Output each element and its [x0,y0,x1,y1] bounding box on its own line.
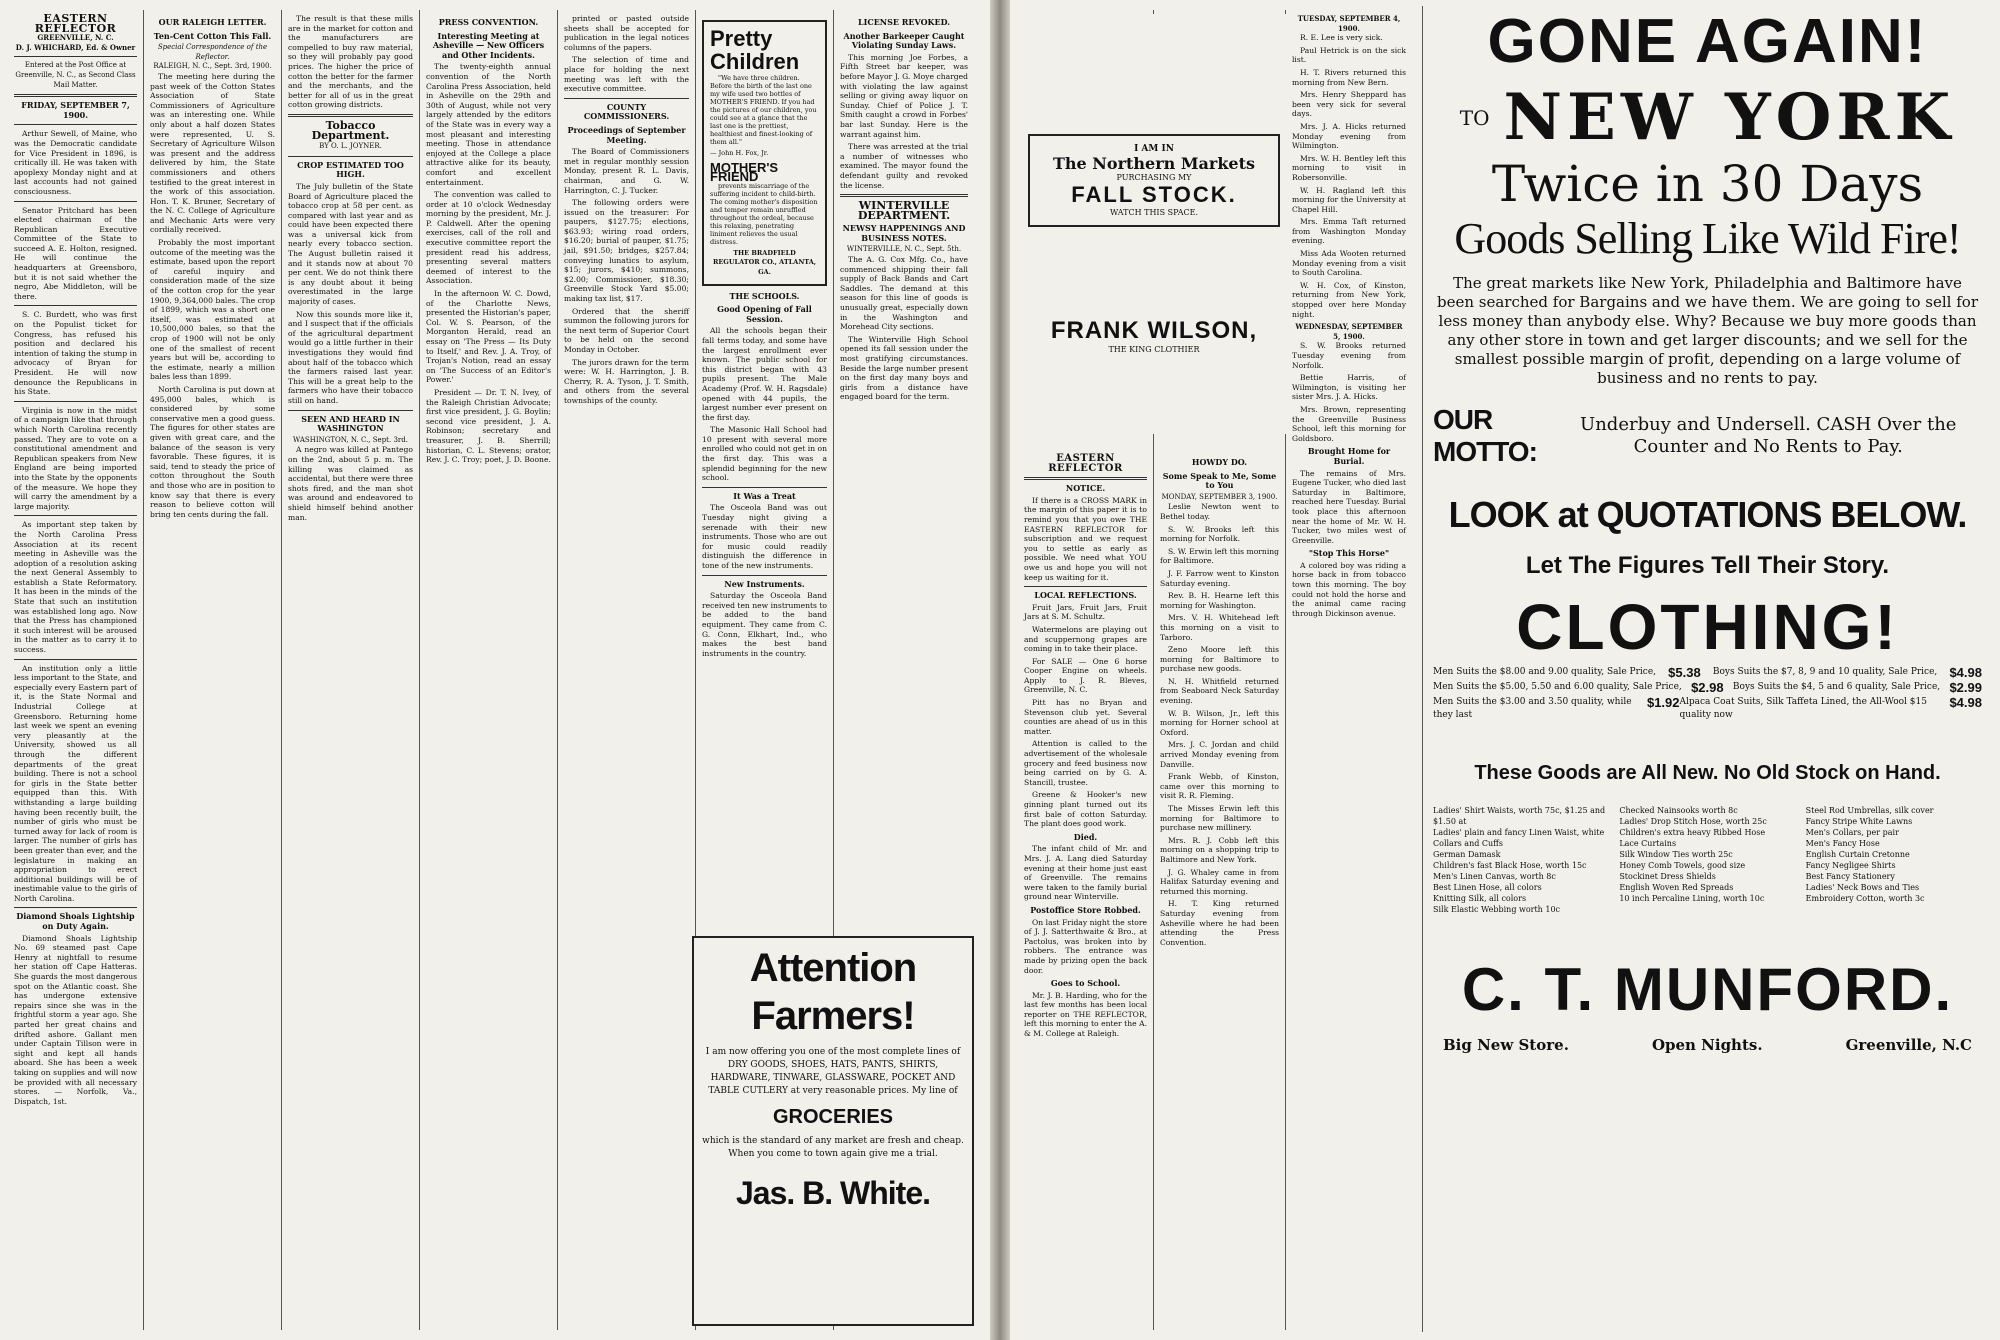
goods-item: Ladies' Drop Stitch Hose, worth 25c [1619,817,1767,826]
ad-signature: FRANK WILSON, [1050,317,1258,344]
goods-item: Ladies' Shirt Waists, worth 75c, $1.25 and $1.50 at [1433,806,1606,826]
article-text: Watermelons are playing out and scuppernong grapes are coming in to take their place. [1024,624,1147,654]
ad-tagline: Goods Selling Like Wild Fire! [1454,214,1961,263]
article-heading: THE SCHOOLS. [729,290,800,301]
article-heading: Tobacco Department. [311,118,390,142]
article-text: In the afternoon W. C. Dowd, of the Charlotte News, presented the Historian's paper, Col. W. S. Pearson, of the Morganton Herald, read an essay on 'The Press — Its Duty to Itself,' and Rev. J. A. Troy, of Trojan's Notion, read an essay on 'The Success of an Editor's Power.' [426,289,551,385]
article-text: On last Friday night the store of J. J. Satterthwaite & Bro., at Pactolus, was broken into by robbers. The entrance was made by prizing open the back door. [1024,917,1147,975]
goods-item: Embroidery Cotton, worth 3c [1805,894,1925,903]
article-heading: Diamond Shoals Lightship on Duty Again. [16,911,135,932]
article-subheading: Ten-Cent Cotton This Fall. [153,30,272,41]
article-text: Mrs. R. J. Cobb left this morning on a shopping trip to Baltimore and New York. [1160,835,1279,864]
article-text: S. W. Erwin left this morning for Baltimore. [1160,546,1279,566]
article-text: The Masonic Hall School had 10 present with several more enrolled who could not get in on the first day. This was a splendid beginning for the new school. [702,425,827,483]
ad-text: PURCHASING MY [1116,173,1192,182]
article-text: Arthur Sewell, of Maine, who was the Democratic candidate for Vice President in 1896, is critically ill. He was taken with apoplexy Monday night and at last accounts had not gained consciousness. [14,129,137,196]
article-dateline: RALEIGH, N. C., Sept. 3rd, 1900. [153,62,272,71]
ad-text: prevents miscarriage of the suffering incident to child-birth. The coming mother's disposition and temper remain unruffled throughout the ordeal, because this relaxing, penetrating liniment relieves the usual distress. [710,181,818,246]
article-text: A colored boy was riding a horse back in from tobacco town this morning. The boy could not hold the horse and the animal came racing through Dickinson avenue. [1292,560,1406,618]
price-row [1433,696,1982,722]
article-dateline: WINTERVILLE, N. C., Sept. 5th. [846,245,962,254]
article-heading: COUNTY COMMISSIONERS. [583,101,670,122]
ad-signature: — John H. Fox, Jr. [710,149,769,157]
left-column-2 [144,10,282,1330]
article-subheading: Another Barkeeper Caught Violating Sunday Laws. [843,30,965,51]
left-column-1 [8,10,144,1330]
right-column-3 [1286,10,1412,1330]
goods-item: Children's extra heavy Ribbed Hose [1619,828,1766,837]
article-dateline: WASHINGTON, N. C., Sept. 3rd. [293,435,408,444]
article-text: Mrs. Emma Taft returned from Washington Monday evening. [1292,217,1406,246]
article-text: Rev. B. H. Hearne left this morning for Washington. [1160,591,1279,610]
munford-ad [1422,6,1992,1332]
article-text: All the schools began their fall terms today, and some have the largest enrollment ever known. The public school for this district began with 43 pupils present. The Male Academy (Prof. W. H. Ragsdale) opened with 44 pupils, the largest number ever present on the first day. [702,326,827,422]
goods-item: Checked Nainsooks worth 8c [1619,806,1738,815]
notice-heading: NOTICE. [1065,483,1106,494]
ad-brand: MOTHER'S FRIEND [710,159,779,185]
goods-item: Men's Collars, per pair [1805,828,1899,837]
article-heading: HOWDY DO. [1191,457,1248,467]
motto-label: OUR MOTTO: [1433,404,1537,467]
article-byline: Special Correspondence of the Reflector. [157,43,268,61]
article-text: Mr. J. B. Harding, who for the last few months has been local reporter on THE REFLECTOR, left this morning to enter the A. & M. College at Raleigh. [1024,990,1147,1039]
masthead-place: GREENVILLE, N. C. [37,33,114,43]
article-heading: New Instruments. [724,578,805,589]
article-dateline: MONDAY, SEPTEMBER 3, 1900. [1161,492,1278,501]
goods-item: Fancy Stripe White Lawns [1805,817,1913,826]
article-heading: Died. [1073,831,1098,842]
article-text: Miss Ada Wooten returned Monday evening from a visit to South Carolina. [1292,249,1406,278]
article-heading: It Was a Treat [733,490,796,501]
article-text: Frank Webb, of Kinston, came over this morning to visit R. R. Fleming. [1160,772,1279,801]
masthead-title: EASTERN REFLECTOR [34,12,117,35]
ad-headline: Attention Farmers! [749,946,917,1038]
price-value: $5.38 [1668,665,1701,680]
article-text: W. B. Wilson, Jr., left this morning for Horner school at Oxford. [1160,708,1279,737]
article-text: Mrs. Brown, representing the Greenville Business School, left this morning for Goldsboro. [1292,404,1406,443]
article-text: The twenty-eighth annual convention of the North Carolina Press Association, held in Asheville on the 29th and 30th of August, while not very largely attended by the editors of the State was in every way a most pleasant and interesting meeting. Those in attendance enjoyed at the College a place attractive alike for its beauty, comfort and excellent entertainment. [426,62,551,187]
price-list [1433,666,1982,722]
ad-destination: NEW YORK [1503,80,1956,155]
frank-wilson-ad [1018,14,1290,434]
ad-headline: FALL STOCK. [1071,182,1237,207]
article-heading: LOCAL REFLECTIONS. [1034,590,1137,601]
goods-item: Silk Window Ties worth 25c [1619,850,1733,859]
ad-text: which is the standard of any market are fresh and cheap. When you come to town again give me a trial. [702,1136,964,1159]
ad-headline: GONE AGAIN! [1487,7,1928,76]
article-text: There was arrested at the trial a number of witnesses who examined. The mayor found the defendant guilty and revoked the license. [840,142,968,190]
goods-item: German Damask [1433,850,1501,859]
goods-item: English Woven Red Spreads [1619,883,1734,892]
article-text: W. H. Ragland left this morning for the University at Chapel Hill. [1292,185,1406,214]
goods-item: Ladies' Neck Bows and Ties [1805,883,1920,892]
article-text: Mrs. W. H. Bentley left this morning to visit in Robersonville. [1292,153,1406,182]
article-heading: OUR RALEIGH LETTER. [158,17,267,27]
article-text: Bettie Harris, of Wilmington, is visiting her sister Mrs. J. A. Hicks. [1292,373,1406,402]
ad-headline: The Northern Markets [1052,154,1256,173]
article-text: The meeting here during the past week of the Cotton States Association of State Commissioners of Agriculture was an interesting one. While only about a half dozen States were represented, U. S. Secretary of Agriculture Wilson was present and the address delivered by him, the State commissioners and others testified to the great interest in the work of this association. Hon. T. K. Bruner, Secretary of the N. C. College of Agriculture and Mechanic Arts were very cordially received. [150,71,275,235]
article-heading: "Stop This Horse" [1308,548,1390,559]
goods-item: Best Linen Hose, all colors [1433,883,1542,892]
article-heading: WINTERVILLE DEPARTMENT. [857,199,951,222]
article-dateline: WEDNESDAY, SEPTEMBER 5, 1900. [1295,322,1403,341]
page-gutter [990,0,1010,1340]
ad-signature: C. T. MUNFORD. [1461,956,1954,1023]
article-text: Mrs. J. A. Hicks returned Monday evening from Wilmington. [1292,121,1406,151]
goods-item: Men's Linen Canvas, worth 8c [1433,872,1556,881]
article-text: Ordered that the sheriff summon the following jurors for the next term of Superior Court to be held on the second Monday in October. [564,306,689,354]
ad-new-goods: These Goods are All New. No Old Stock on Hand. [1474,762,1941,784]
article-text: Greene & Hooker's new ginning plant turned out its first bale of cotton Saturday. The plant does good work. [1024,790,1147,829]
article-text: R. E. Lee is very sick. [1300,33,1383,43]
article-text: S. C. Burdett, who was first on the Populist ticket for Congress, has refused his position and declared his intention of taking the stump in advocacy of Bryan for President. He will now denounce the Republicans in his State. [14,310,137,397]
price-item: Men Suits the $8.00 and 9.00 quality, Sale Price, [1433,667,1657,677]
article-text: North Carolina is put down at 495,000 bales, which is considered by some conservative men a good guess. The figures for other states are given with great care, and the balance of the season is very favorable. These figures, it is said, tend to steady the price of cotton throughout the South and those who are in position to know say that there is every reason to believe cotton will bring ten cents during the fall. [150,384,275,519]
goods-item: Stockinet Dress Shields [1619,872,1716,881]
article-text: Saturday the Osceola Band received ten new instruments to be added to the band equipment. They came from C. G. Conn, Elkhart, Ind., who makes the best band instruments in the country. [702,591,827,658]
goods-item: English Curtain Cretonne [1805,850,1910,859]
article-text: Mrs. Henry Sheppard has been very sick for several days. [1292,90,1406,119]
footer-hours: Open Nights. [1651,1036,1763,1054]
ad-quotations: LOOK at QUOTATIONS BELOW. [1448,494,1967,535]
left-page [0,0,990,1340]
footer-location: Greenville, N.C [1845,1036,1972,1054]
price-value: $2.98 [1691,680,1724,695]
article-text: For SALE — One 6 horse Cooper Engine on wheels. Apply to J. R. Bleves, Greenville, N. C. [1024,656,1147,695]
article-heading: Goes to School. [1050,978,1121,989]
article-text: Pitt has no Bryan and Stevenson club yet. Several counties are ahead of us in this matter. [1024,698,1147,736]
ad-figures: Let The Figures Tell Their Story. [1525,552,1890,579]
article-text: As important step taken by the North Carolina Press Association at its recent meeting in Asheville was the adoption of a resolution asking the next General Assembly to establish a State Reformatory. It has been in the minds of the State that such an institution was established long ago. Now that the Press has championed it such interest will be aroused in the matter as to carry it to success. [14,520,137,655]
article-subheading: NEWSY HAPPENINGS AND BUSINESS NOTES. [842,223,966,243]
article-subheading: Proceedings of September Meeting. [567,124,686,145]
article-text: Probably the most important outcome of the meeting was the estimate, based upon the report of careful inquiry and consideration made of the size of the cotton crop for the year 1900, 9,364,000 bales. The crop of 1899, which was a short one itself, was estimated at 10,500,000 bales, so that the crop of 1900 will not be only one of the smallest of recent years but will be, according to the estimate, nearly a million bales less than 1899. [150,238,275,382]
article-subheading: Good Opening of Fall Session. [717,304,812,324]
ad-signature: Jas. B. White. [735,1175,931,1211]
goods-column-1 [1433,805,1609,915]
goods-item: Steel Rod Umbrellas, silk cover [1805,806,1934,815]
article-heading: LICENSE REVOKED. [857,17,951,27]
left-column-4 [420,10,558,1330]
ad-text: The great markets like New York, Philadelphia and Baltimore have been searched for Bargains and we have them. We are going to sell for less money than anybody else. Why? Because we buy more goods than any other store in town and get larger discounts; and we sell for the smallest possible margin of profit, depending on a large volume of business and no rents to pay. [1437,274,1978,387]
article-text: An institution only a little less important to the State, and especially every Eastern part of it, is the State Normal and Industrial College at Greensboro. Returning home last week we spent an evening very pleasantly at the University, showed us all through the different departments of the great building. There is not a school for girls in the State better equipped than this. With withstanding a large building having been recently built, the number of girls who must be turned away for lack of room is larger. The number of girls has been greater than ever, and the legislature in making an appropriation to erect additional buildings will be of inestimable value to the girls of North Carolina. [14,663,137,903]
goods-list [1433,805,1982,915]
goods-item: Knitting Silk, all colors [1433,894,1527,903]
article-text: H. T. King returned Saturday evening from Asheville where he had been attending the Press Convention. [1160,899,1279,947]
article-text: The infant child of Mr. and Mrs. J. A. Lang died Saturday evening at their home just east of Greenville. The remains were taken to the family burial ground near Winterville. [1024,844,1147,902]
article-text: The convention was called to order at 10 o'clock Wednesday morning by the president, Mr. J. P. Caldwell. After the opening exercises, call of the roll and executive committee report the president read his address, presenting several matters deemed of interest to the Association. [426,190,551,286]
article-subheading: Interesting Meeting at Asheville — New Officers and Other Incidents. [432,30,545,60]
article-text: Zeno Moore left this morning for Baltimore to purchase new goods. [1160,645,1279,674]
article-text: Diamond Shoals Lightship No. 69 steamed past Cape Henry at nightfall to resume her station off Cape Hatteras. She guards the most dangerous spot on the Atlantic coast. She has undergone extensive repairs since she was in the frightful storm a year ago. She parted her great chains and drifted ashore. Gallant men under Captain Tillson were in sight and kept all hands aboard. She has been a week taking on supplies and will now be provided with all necessary stores. — Norfolk, Va., Dispatch, 1st. [14,933,137,1106]
article-heading: CROP ESTIMATED TOO HIGH. [297,159,404,180]
masthead-title: EASTERN REFLECTOR [1048,453,1123,474]
article-text: N. H. Whitfield returned from Seaboard Neck Saturday evening. [1160,676,1279,706]
price-item: Boys Suits the $7, 8, 9 and 10 quality, Sale Price, [1712,667,1938,677]
goods-column-3 [1806,805,1982,915]
ad-to: TO [1459,105,1490,130]
article-dateline: TUESDAY, SEPTEMBER 4, 1900. [1297,14,1401,33]
goods-column-2 [1619,805,1795,915]
price-row [1433,681,1982,694]
article-text: The July bulletin of the State Board of Agriculture placed the tobacco crop at 58 per cent. as compared with last year and as could have been expected there was a universal kick from nearly every tobacco section. The August bulletin raised it and it stands now at about 70 per cent. We do not think there is any doubt about it being overestimated in the large majority of cases. [288,181,413,307]
article-text: The remains of Mrs. Eugene Tucker, who died last Saturday in Baltimore, reached here Tuesday. Burial took place this afternoon near the home of Mr. W. H. Tucker, two miles west of Greenville. [1292,468,1406,545]
ad-subheadline: Twice in 30 Days [1491,155,1924,213]
article-subheading: Some Speak to Me, Some to You [1162,470,1277,491]
article-text: The result is that these mills are in the market for cotton and the manufacturers are compelled to buy raw material, so they will probably pay good prices. The higher the price of cotton the better for the farmer and the merchants, and the better for all of us in the great cotton growing districts. [288,14,413,110]
article-text: The jurors drawn for the term were: W. H. Harrington, J. B. Cherry, R. A. Tyson, J. T. Smith, and others from the several townships of the county. [564,357,689,405]
price-value: $2.99 [1949,680,1982,695]
article-text: Now this sounds more like it, and I suspect that if the officials of the agricultural department would go a little further in their investigations they would find about half of the tobacco which the farmers raised last year. This will be a great help to the farmers who have their tobacco still on hand. [288,309,413,405]
price-item: Alpaca Coat Suits, Silk Taffeta Lined, the All-Wool $15 quality now [1679,697,1927,720]
article-text: Leslie Newton went to Bethel today. [1160,502,1279,521]
article-text: J. F. Farrow went to Kinston Saturday evening. [1160,568,1279,588]
ad-text: I am now offering you one of the most complete lines of DRY GOODS, SHOES, HATS, PANTS, SHIRTS, HARDWARE, TINWARE, GLASSWARE, POCKET AND TABLE CUTLERY at very reasonable prices. My line of [705,1047,961,1096]
price-item: Men Suits the $5.00, 5.50 and 6.00 quality, Sale Price, [1433,682,1682,692]
ad-text: "We have three children. Before the birth of the last one my wife used two bottles of MOTHER'S FRIEND. If you had the pictures of our children, you could see at a glance that the last one is the prettiest, healthiest and finest-looking of them all." [710,74,817,146]
goods-item: Fancy Negligee Shirts [1805,861,1896,870]
left-column-5 [558,10,696,1330]
ad-tagline: THE KING CLOTHIER [1108,345,1200,354]
article-text: Attention is called to the advertisement of the wholesale grocery and feed business now being carried on by G. A. Stancill, trustee. [1024,739,1147,787]
ad-groceries: GROCERIES [772,1106,894,1128]
article-text: Senator Pritchard has been elected chairman of the Republican Executive Committee of the State to succeed A. E. Holton, resigned. He will continue the headquarters at Greensboro, but it is not said whether the negro, Abe Middleton, will be there. [14,205,137,301]
left-column-3 [282,10,420,1330]
right-page [1010,0,2000,1340]
price-item: Men Suits the $3.00 and 3.50 quality, while they last [1433,697,1632,720]
article-text: If there is a CROSS MARK in the margin of this paper it is to remind you that you owe THE EASTERN REFLECTOR for subscription and we request you to settle as early as possible. We need what YOU owe us and hope you will not keep us waiting for it. [1024,495,1147,582]
article-text: printed or pasted outside sheets shall be accepted for publication in the legal notices columns of the papers. [564,14,689,52]
goods-item: Children's fast Black Hose, worth 15c [1433,861,1587,870]
wilson-box [1028,134,1280,227]
goods-item: Honey Comb Towels, good size [1619,861,1746,870]
motto-text: Underbuy and Undersell. CASH Over the Counter and No Rents to Pay. [1580,414,1957,457]
masthead-entered: Entered at the Post Office at Greenville, N. C., as Second Class Mail Matter. [15,61,136,89]
ad-text: WATCH THIS SPACE. [1109,208,1199,217]
price-item: Boys Suits the $4, 5 and 6 quality, Sale Price, [1732,682,1941,692]
article-text: S. W. Brooks left this morning for Norfolk. [1160,524,1279,544]
ad-seller: THE BRADFIELD REGULATOR CO., ATLANTA, GA. [712,248,817,276]
article-text: A negro was killed at Pantego on the 2nd, about 5 p. m. The killing was claimed as accidental, but there were three shots fired, and the man shot was around and endeavored to shield himself behind another man. [288,445,413,522]
goods-item: Lace Curtains [1619,839,1677,848]
article-text: The A. G. Cox Mfg. Co., have commenced shipping their fall supply of Back Bands and Cart Saddles. The demand at this season for this line of goods is unusually great, especially down in the Washington and Morehead City sections. [840,255,968,332]
mothers-friend-ad [702,20,827,286]
article-text: The Misses Erwin left this morning for Baltimore to purchase new millinery. [1160,804,1279,833]
article-heading: Postoffice Store Robbed. [1030,904,1141,915]
footer-store: Big New Store. [1443,1036,1569,1054]
masthead-date: FRIDAY, SEPTEMBER 7, 1900. [21,100,130,120]
article-heading: SEEN AND HEARD IN WASHINGTON [301,413,400,434]
goods-item: Best Fancy Stationery [1805,872,1895,881]
attention-farmers-ad [692,936,974,1326]
ad-headline: Children [710,49,800,74]
article-text: Paul Hetrick is on the sick list. [1292,45,1406,65]
ad-clothing: CLOTHING! [1516,591,1899,663]
article-text: Virginia is now in the midst of a campaign like that through which North Carolina recently passed. They are to vote on a constitutional amendment and Republican speakers from New England are being imported into the State by the opponents of the measure. We hope they will carry the amendment by a large majority. [14,405,137,511]
article-text: The Osceola Band was out Tuesday night giving a serenade with their new instruments. Those who are out for music could readily distinguish the difference in tone of the new instruments. [702,503,827,570]
article-heading: Brought Home for Burial. [1307,446,1391,466]
article-text: S. W. Brooks returned Tuesday evening from Norfolk. [1292,341,1406,370]
goods-item: Ladies' plain and fancy Linen Waist, white Collars and Cuffs [1433,828,1605,848]
price-row [1433,666,1982,679]
article-text: W. H. Cox, of Kinston, returning from New York, stopped over here Monday night. [1292,280,1406,319]
ad-footer [1433,1036,1982,1054]
article-text: J. G. Whaley came in from Halifax Saturday evening and returned this morning. [1160,867,1279,896]
goods-item: Men's Fancy Hose [1805,839,1880,848]
article-heading: PRESS CONVENTION. [438,17,539,27]
article-text: This morning Joe Forbes, a Fifth Street bar keeper, was before Mayor J. G. Moye charged with violating the law against selling or giving away liquor on Sunday. Chief of Police J. T. Smith caught a crowd in Forbes' bar last Sunday. Here is the warrant against him. [840,52,968,139]
article-byline: BY O. L. JOYNER. [319,142,382,151]
ad-headline: Pretty [710,26,773,51]
article-text: The Board of Commissioners met in regular monthly session Monday, present R. L. Davis, chairman, and G. W. Harrington, C. J. Tucker. [564,147,689,195]
goods-item: Silk Elastic Webbing worth 10c [1433,905,1561,914]
article-text: Mrs. J. C. Jordan and child arrived Monday evening from Danville. [1160,740,1279,769]
article-text: The Winterville High School opened its fall session under the most gratifying circumstances. Beside the large number present on the first day many boys and girls from a distance have engaged board for the term. [840,334,968,402]
price-value: $4.98 [1949,665,1982,680]
article-text: The following orders were issued on the treasurer: For paupers, $127.75; elections, $63.93; wiring road orders, $16.20; burial of pauper, $1.75; jail, $91.50; bridges, $257.84; conveying lunatics to asylum, $15; jurors, $410; summons, $2.00; Commissioner, $18.30; Greenville Stock Yard $5.00; making tax list, $17. [564,198,689,304]
ad-text: I AM IN [1134,144,1174,154]
article-text: Mrs. V. H. Whitehead left this morning on a visit to Tarboro. [1160,613,1279,642]
article-text: The selection of time and place for holding the next meeting was left with the executive committee. [564,55,689,94]
masthead-editor: D. J. WHICHARD, Ed. & Owner [15,42,136,52]
article-text: H. T. Rivers returned this morning from New Bern. [1292,67,1406,87]
article-text: President — Dr. T. N. Ivey, of the Raleigh Christian Advocate; first vice president, J. G. Boylin; second vice president, J. A. Robinson; secretary and treasurer, J. B. Sherrill; historian, C. L. Stevens; orator, Rev. J. C. Troy; poet, J. D. Boone. [426,387,551,465]
article-text: Fruit Jars, Fruit Jars, Fruit Jars at S. M. Schultz. [1024,602,1147,622]
goods-item: 10 inch Percaline Lining, worth 10c [1619,894,1765,903]
price-value: $4.98 [1949,695,1982,710]
price-value: $1.92 [1646,695,1680,710]
